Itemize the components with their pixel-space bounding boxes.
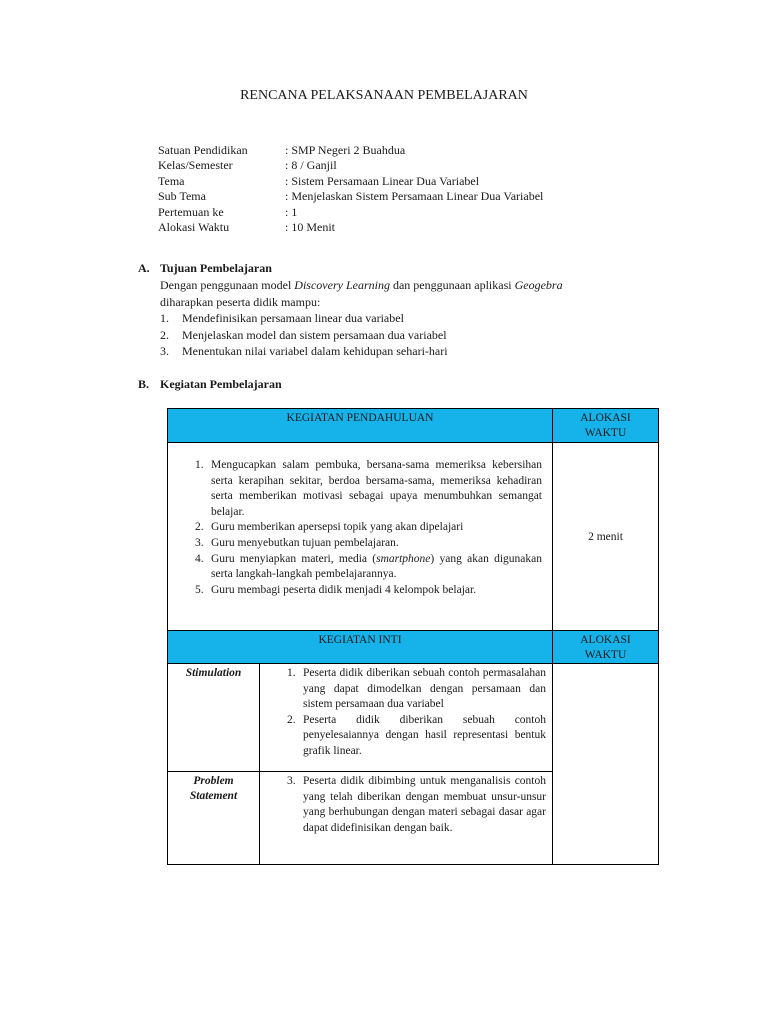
meta-row-satuan	[158, 143, 543, 158]
meta-row-alokasi	[158, 220, 543, 235]
meta-label: Kelas/Semester	[158, 158, 233, 173]
item-text: Peserta didik dibimbing untuk menganalisis contoh yang telah diberikan dengan membuat unsur-unsur yang berhubungan dengan materi sebagai dasar agar dapat didefinisikan dengan baik.	[303, 775, 546, 834]
stage-cell	[168, 664, 260, 772]
model-name: Discovery Learning	[294, 278, 390, 292]
meta-row-kelas	[158, 158, 543, 173]
meta-label: Alokasi Waktu	[158, 219, 230, 234]
meta-value: : 10 Menit	[285, 219, 335, 234]
stage-cell	[168, 772, 260, 865]
activity-table	[167, 408, 659, 865]
item-number: 4.	[195, 552, 204, 565]
objective-item	[160, 310, 563, 327]
stage-label-line: Statement	[189, 790, 238, 802]
meta-value: : Sistem Persamaan Linear Dua Variabel	[285, 173, 480, 188]
problem-list	[260, 772, 552, 836]
pendahuluan-list	[168, 443, 552, 598]
item-text: Guru menyebutkan tujuan pembelajaran.	[211, 536, 399, 549]
section-a-heading	[138, 261, 272, 276]
inti-header-row	[168, 631, 659, 664]
meta-row-tema	[158, 174, 543, 189]
section-title: Tujuan Pembelajaran	[160, 261, 272, 275]
inti-time-cell	[553, 664, 659, 865]
meta-label: Sub Tema	[158, 189, 206, 204]
item-number: 3.	[160, 344, 169, 358]
app-name: Geogebra	[514, 278, 563, 292]
alokasi-header	[553, 631, 658, 663]
waktu-label: WAKTU	[584, 427, 627, 439]
pendahuluan-header-cell	[168, 409, 553, 443]
alokasi-header-cell	[553, 409, 659, 443]
stimulation-row	[168, 664, 659, 772]
intro-text: Dengan penggunaan model	[160, 278, 295, 292]
item-text: Guru membagi peserta didik menjadi 4 kelompok belajar.	[211, 583, 477, 596]
meta-row-subtema	[158, 189, 543, 204]
stage-label-line: Problem	[193, 775, 234, 787]
stimulation-content-cell	[260, 664, 553, 772]
item-number: 5.	[195, 583, 204, 596]
alokasi-label: ALOKASI	[580, 412, 631, 424]
pendahuluan-header-row	[168, 409, 659, 443]
alokasi-header	[553, 409, 658, 441]
intro-line-1	[160, 277, 563, 294]
item-number: 1.	[160, 311, 169, 325]
pendahuluan-content-cell	[168, 443, 553, 631]
list-item	[195, 536, 542, 552]
time-allocation: 2 menit	[588, 530, 623, 543]
item-text: Menentukan nilai variabel dalam kehidupan sehari-hari	[182, 344, 448, 358]
section-b-heading	[138, 377, 282, 392]
item-number: 3.	[287, 775, 296, 787]
section-title: Kegiatan Pembelajaran	[160, 377, 282, 391]
intro-text: dan penggunaan aplikasi	[389, 278, 515, 292]
item-number: 2.	[195, 521, 204, 534]
item-text: Peserta didik diberikan sebuah contoh penyelesaiannya dengan hasil representasi bentuk grafik linear.	[303, 713, 546, 757]
item-number: 1.	[195, 459, 204, 471]
alokasi-label: ALOKASI	[580, 634, 631, 646]
pendahuluan-time-cell	[553, 443, 659, 631]
item-text: Mengucapkan salam pembuka, bersana-sama memeriksa kebersihan serta kerapihan sekitar, berdoa bersama-sama, memeriksa kehadiran serta memberikan motivasi sebagai upaya menumbuhkan semangat belajar.	[211, 459, 542, 518]
section-letter: B.	[138, 377, 150, 391]
identity-block	[158, 143, 543, 235]
item-text-part: ) yang akan digunakan serta langkah-langkah pembelajarannya.	[211, 552, 543, 581]
waktu-label: WAKTU	[584, 649, 627, 661]
stimulation-list	[260, 664, 552, 760]
item-text-part: Guru menyiapkan materi, media (	[211, 552, 377, 565]
list-item	[287, 666, 546, 713]
meta-value: : 1	[285, 204, 298, 219]
inti-header-cell	[168, 631, 553, 664]
media-term: smartphone	[376, 552, 431, 565]
problem-content-cell	[260, 772, 553, 865]
item-number: 2.	[160, 327, 169, 342]
meta-value: : SMP Negeri 2 Buahdua	[285, 143, 406, 157]
objective-item	[160, 343, 563, 360]
item-number: 1.	[287, 667, 296, 679]
intro-line-2: diharapkan peserta didik mampu:	[160, 294, 321, 309]
list-item	[287, 713, 546, 760]
objective-item	[160, 327, 563, 344]
pendahuluan-row	[168, 443, 659, 631]
alokasi-header-cell-2	[553, 631, 659, 664]
meta-value: : Menjelaskan Sistem Persamaan Linear Dua Variabel	[285, 189, 544, 204]
meta-label: Tema	[158, 173, 185, 188]
pendahuluan-header: KEGIATAN PENDAHULUAN	[286, 412, 434, 424]
section-letter: A.	[138, 261, 150, 275]
item-number: 2.	[287, 713, 296, 726]
meta-value: : 8 / Ganjil	[285, 158, 337, 173]
item-text	[211, 552, 542, 583]
item-number: 3.	[195, 536, 204, 549]
list-item	[195, 583, 542, 599]
list-item	[195, 552, 542, 583]
section-a-body	[160, 277, 563, 360]
document-title: RENCANA PELAKSANAAN PEMBELAJARAN	[240, 88, 528, 103]
list-item	[287, 774, 546, 836]
item-text: Menjelaskan model dan sistem persamaan dua variabel	[182, 327, 447, 342]
item-text: Guru memberikan apersepsi topik yang akan dipelajari	[211, 521, 464, 534]
meta-label: Pertemuan ke	[158, 204, 224, 219]
meta-label: Satuan Pendidikan	[158, 143, 248, 157]
list-item	[195, 520, 542, 536]
item-text: Peserta didik diberikan sebuah contoh permasalahan yang dapat dimodelkan dengan persamaan dan sistem persamaan dua variabel	[303, 667, 546, 711]
item-text: Mendefinisikan persamaan linear dua variabel	[182, 311, 404, 325]
list-item	[195, 458, 542, 520]
stage-label: Stimulation	[185, 667, 242, 679]
inti-header: KEGIATAN INTI	[318, 634, 402, 646]
meta-row-pertemuan	[158, 205, 543, 220]
stage-label	[168, 772, 259, 804]
